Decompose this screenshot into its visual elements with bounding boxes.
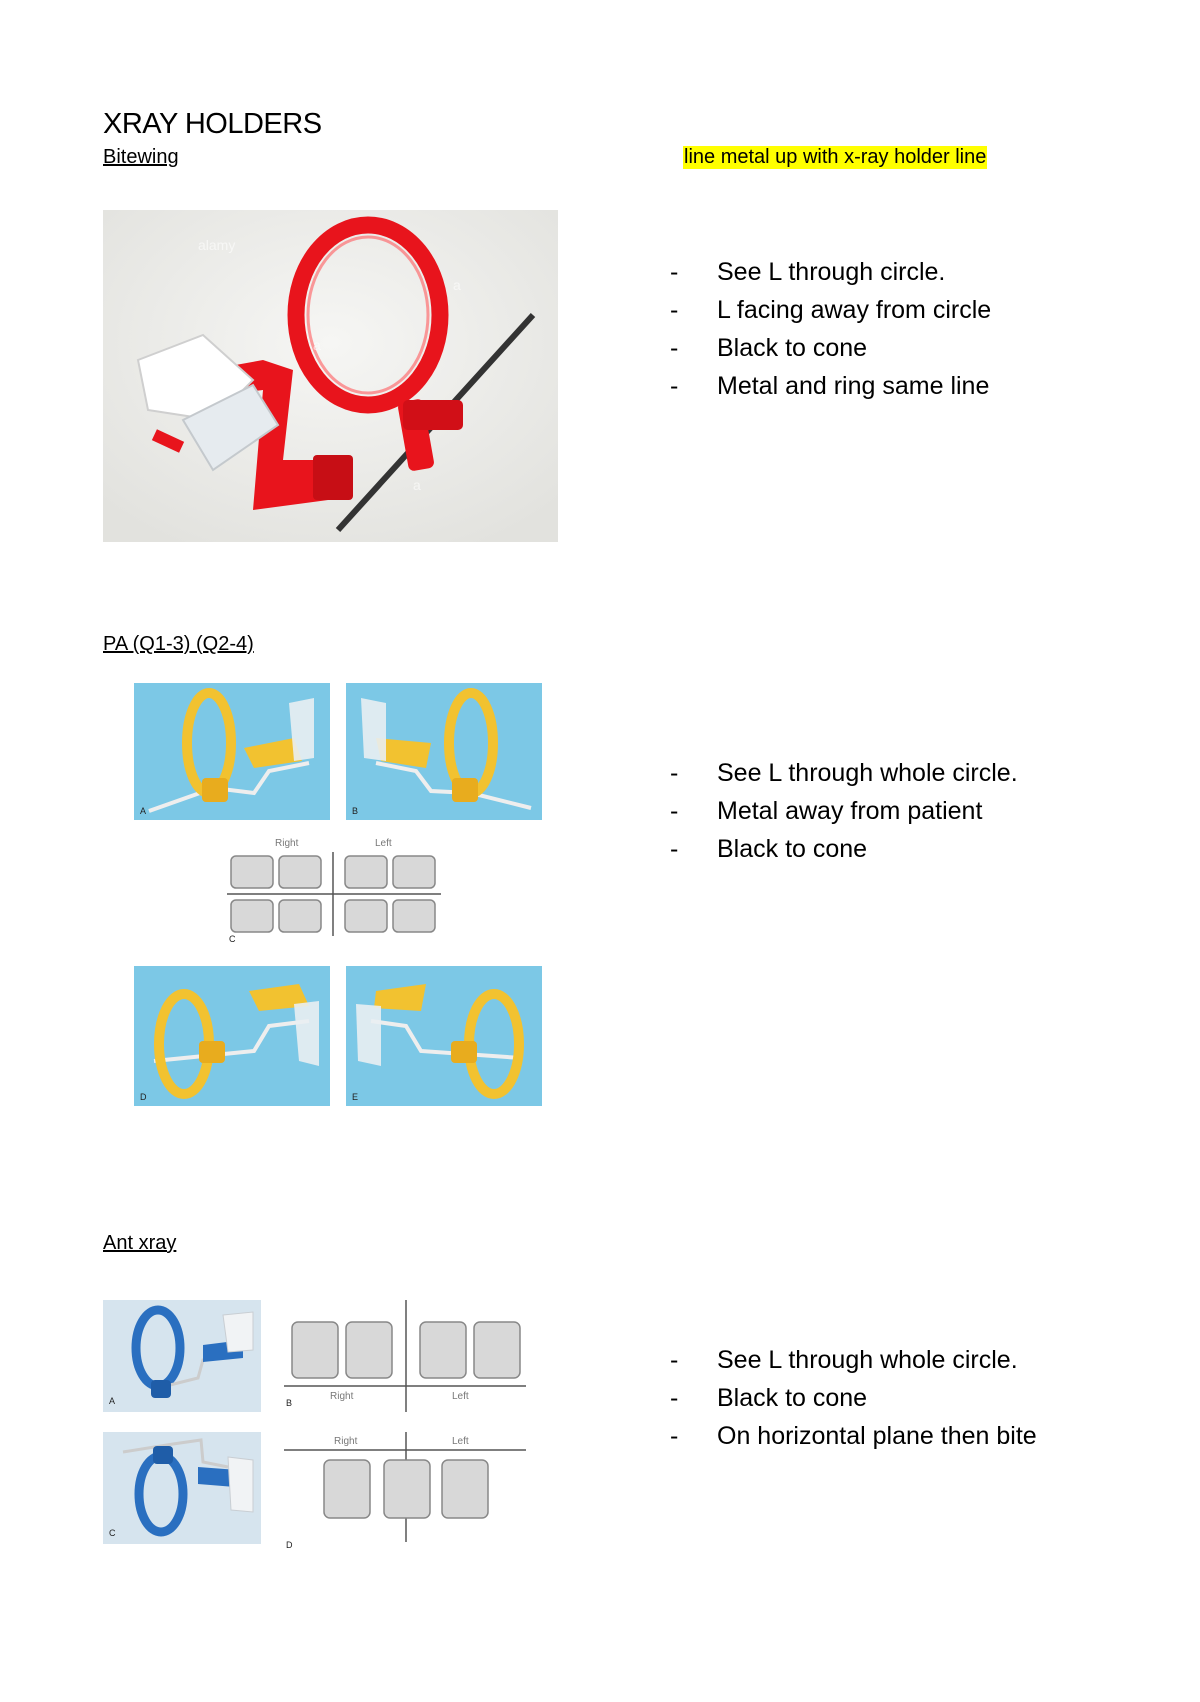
svg-text:a: a <box>313 337 321 353</box>
panel-letter: D <box>140 1092 147 1102</box>
page-title: XRAY HOLDERS <box>103 108 322 140</box>
panel-letter: D <box>286 1540 293 1550</box>
list-item: - Metal and ring same line <box>670 367 991 405</box>
diagram-label-left: Left <box>452 1436 469 1447</box>
svg-text:a: a <box>413 477 421 493</box>
diagram-label-right: Right <box>334 1436 358 1447</box>
diagram-label-left: Left <box>375 838 392 849</box>
list-item: - See L through circle. <box>670 253 991 291</box>
pa-notes-list <box>670 754 1018 868</box>
panel-letter: B <box>286 1398 293 1408</box>
list-item: - See L through whole circle. <box>670 1341 1037 1379</box>
ant-holder-photo-c <box>103 1432 261 1544</box>
list-item: - See L through whole circle. <box>670 754 1018 792</box>
panel-letter: A <box>109 1396 116 1406</box>
diagram-label-left: Left <box>452 1391 469 1402</box>
svg-text:a: a <box>453 277 461 293</box>
diagram-label-right: Right <box>275 838 299 849</box>
panel-letter: A <box>140 806 147 816</box>
list-item: - Black to cone <box>670 1379 1037 1417</box>
pa-holder-photo-b <box>346 683 542 820</box>
panel-letter: C <box>109 1528 116 1538</box>
list-item: - Metal away from patient <box>670 792 1018 830</box>
bitewing-holder-photo <box>103 210 558 542</box>
bitewing-notes-list <box>670 253 991 405</box>
pa-heading: PA (Q1-3) (Q2-4) <box>103 633 254 655</box>
pa-film-placement-diagram <box>225 834 443 944</box>
panel-letter: C <box>229 934 236 944</box>
bitewing-heading: Bitewing <box>103 146 179 168</box>
list-item: - Black to cone <box>670 830 1018 868</box>
panel-letter: E <box>352 1092 359 1102</box>
pa-holder-photo-a <box>134 683 330 820</box>
bitewing-highlight-note: line metal up with x-ray holder line <box>684 146 987 168</box>
ant-film-placement-diagram-d <box>282 1432 528 1554</box>
pa-holder-photo-e <box>346 966 542 1106</box>
photo-watermark: alamy <box>198 237 236 253</box>
panel-letter: B <box>352 806 359 816</box>
ant-film-placement-diagram-b <box>282 1300 528 1412</box>
list-item: - On horizontal plane then bite <box>670 1417 1037 1455</box>
ant-holder-photo-a <box>103 1300 261 1412</box>
diagram-label-right: Right <box>330 1391 354 1402</box>
list-item: - L facing away from circle <box>670 291 991 329</box>
pa-holder-photo-d <box>134 966 330 1106</box>
ant-notes-list <box>670 1341 1037 1455</box>
ant-heading: Ant xray <box>103 1232 177 1254</box>
list-item: - Black to cone <box>670 329 991 367</box>
